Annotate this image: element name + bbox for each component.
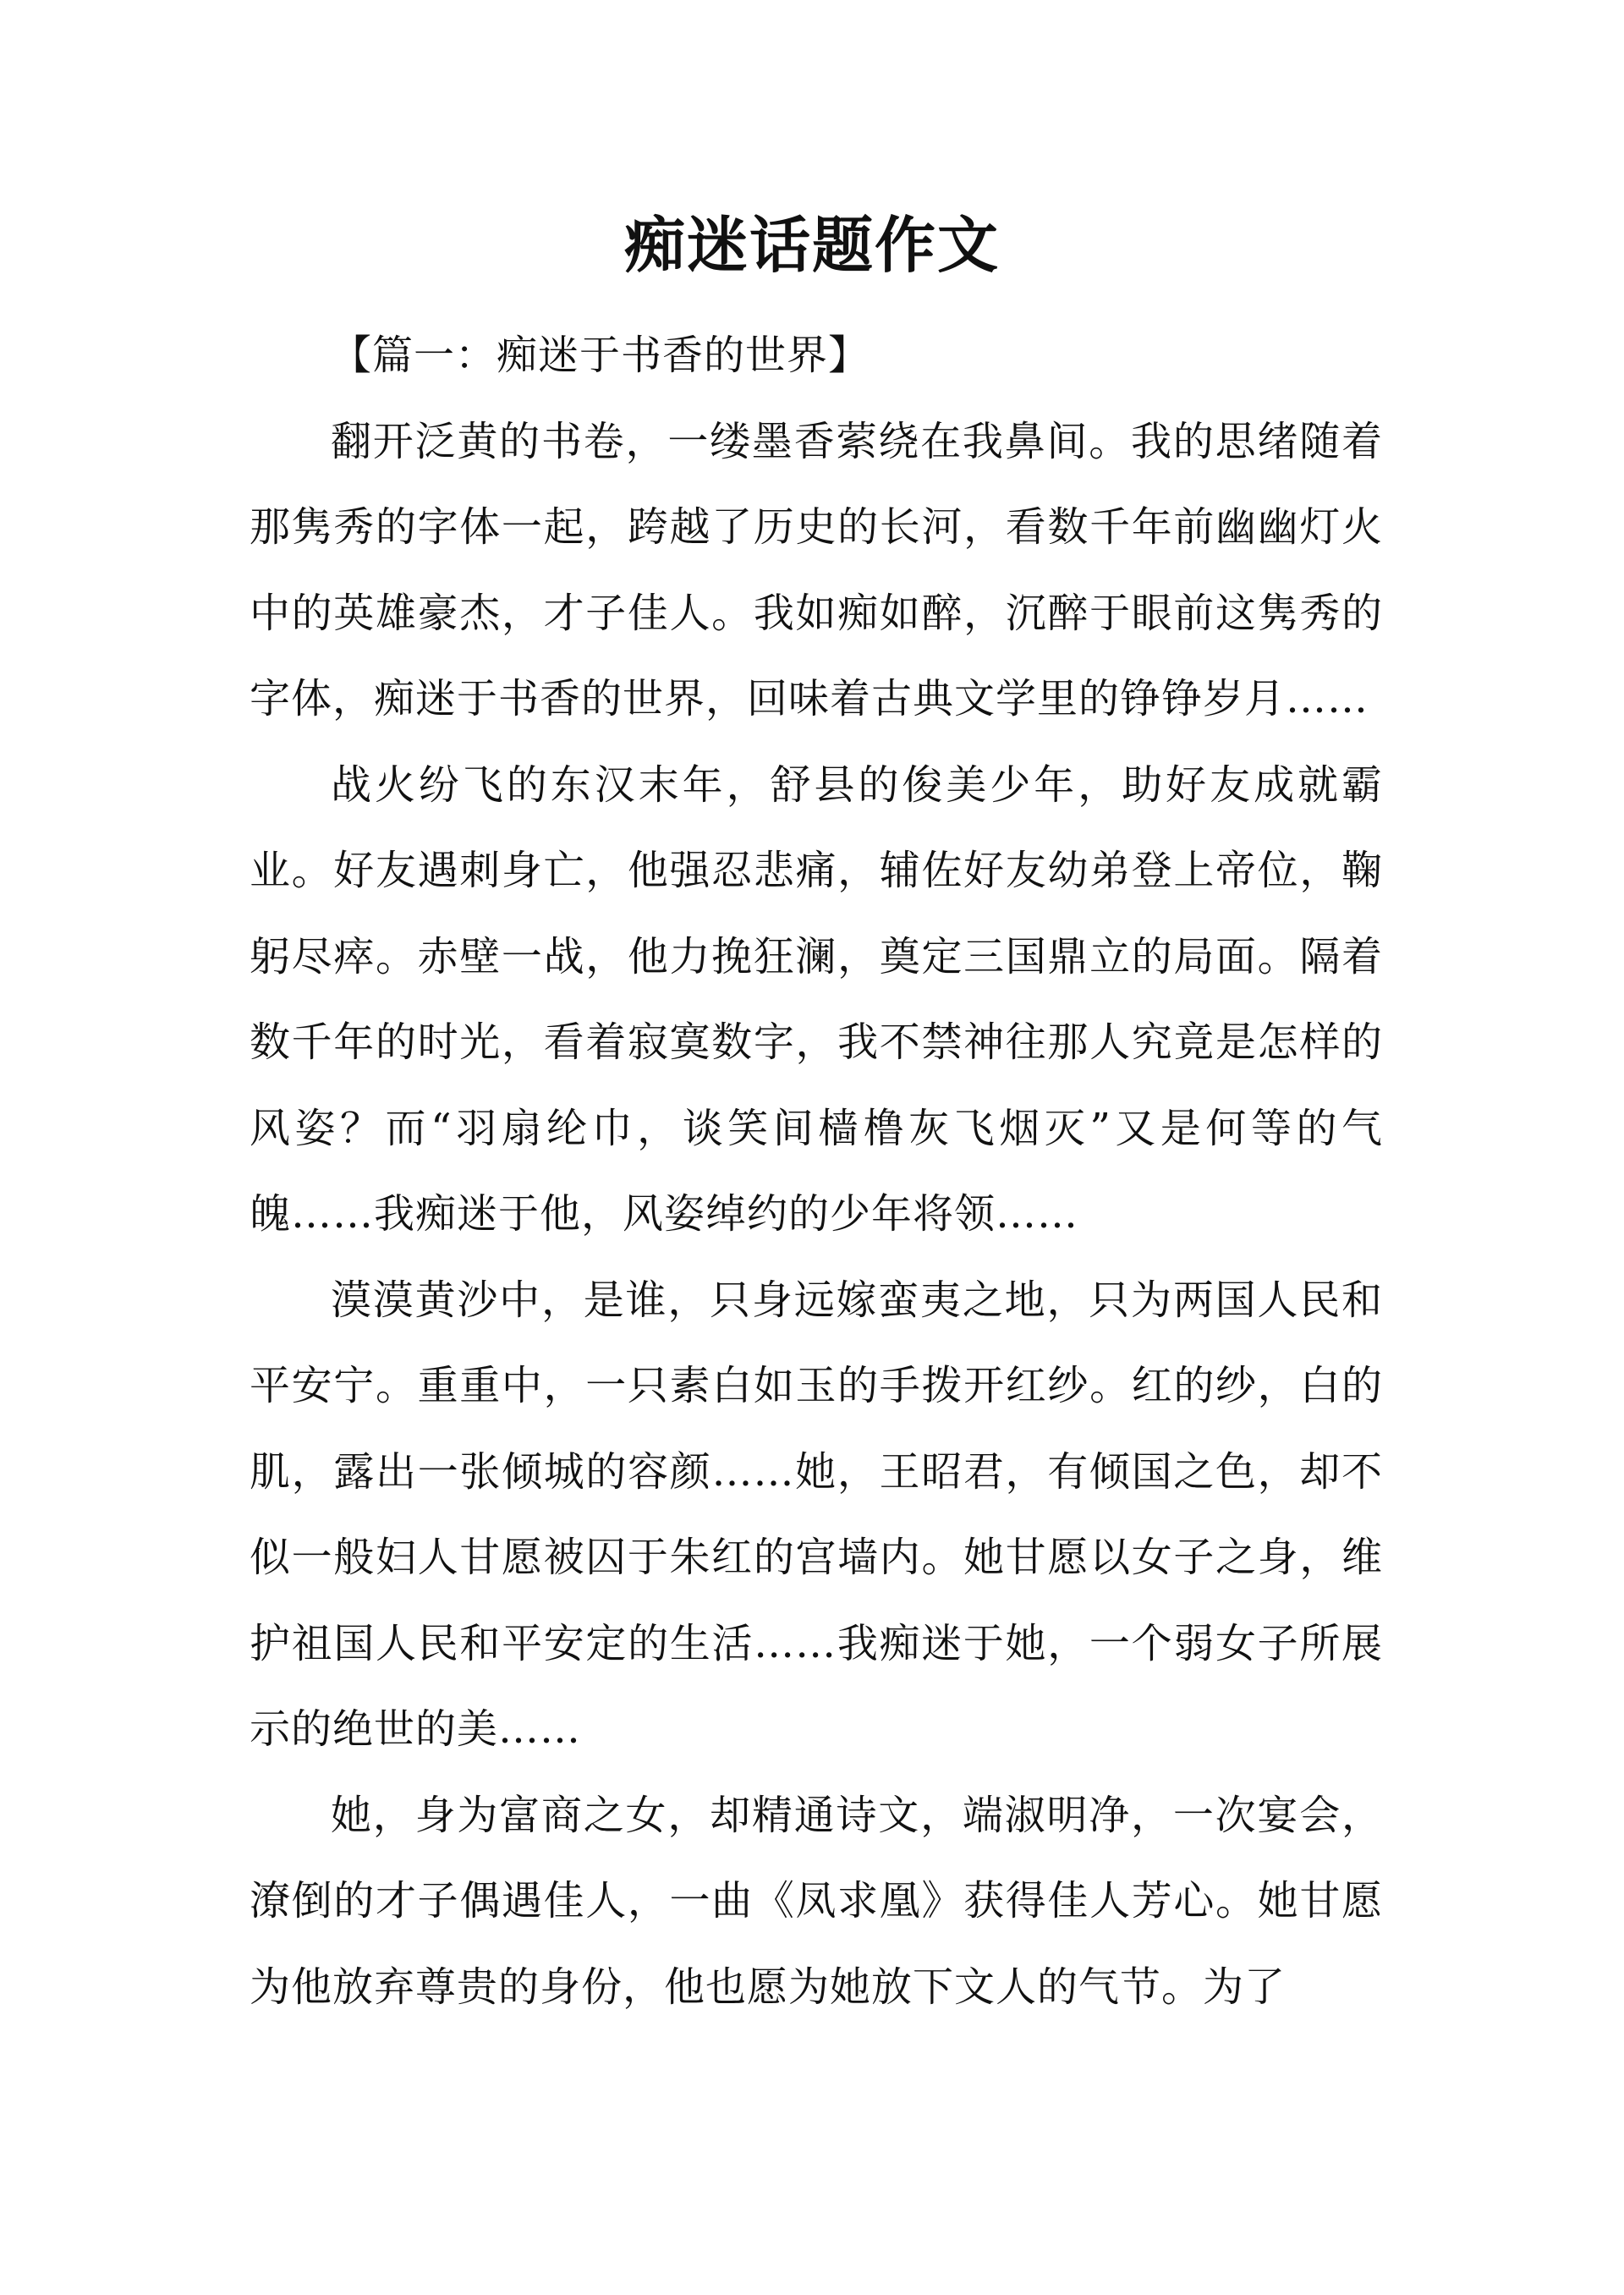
document-title: 痴迷话题作文 (623, 210, 1000, 281)
paragraph: 她，身为富商之女，却精通诗文，端淑明净，一次宴会，潦倒的才子偶遇佳人，一曲《凤求凰》获得佳人芳心。她甘愿为他放弃尊贵的身份，他也愿为她放下文人的气节。为了 (250, 1791, 1383, 2011)
paragraph: 翻开泛黄的书卷，一缕墨香萦绕在我鼻间。我的思绪随着那隽秀的字体一起，跨越了历史的长河，看数千年前幽幽灯火中的英雄豪杰，才子佳人。我如痴如醉，沉醉于眼前这隽秀的字体，痴迷于书香的世界，回味着古典文学里的铮铮岁月…… (250, 417, 1383, 722)
document-body (250, 313, 1383, 2030)
paragraph: 漠漠黄沙中，是谁，只身远嫁蛮夷之地，只为两国人民和平安宁。重重中，一只素白如玉的手拨开红纱。红的纱，白的肌，露出一张倾城的容颜……她，王昭君，有倾国之色，却不似一般妇人甘愿被囚于朱红的宫墙内。她甘愿以女子之身，维护祖国人民和平安定的生活……我痴迷于她，一个弱女子所展示的绝世的美…… (250, 1276, 1383, 1753)
paragraph: 战火纷飞的东汉末年，舒县的俊美少年，助好友成就霸业。好友遇刺身亡，他强忍悲痛，辅佐好友幼弟登上帝位，鞠躬尽瘁。赤壁一战，他力挽狂澜，奠定三国鼎立的局面。隔着数千年的时光，看着寂寞数字，我不禁神往那人究竟是怎样的风姿？而“羽扇纶巾，谈笑间樯橹灰飞烟灭”又是何等的气魄……我痴迷于他，风姿绰约的少年将领…… (250, 760, 1383, 1238)
section-heading: 【篇一：痴迷于书香的世界】 (331, 332, 870, 379)
